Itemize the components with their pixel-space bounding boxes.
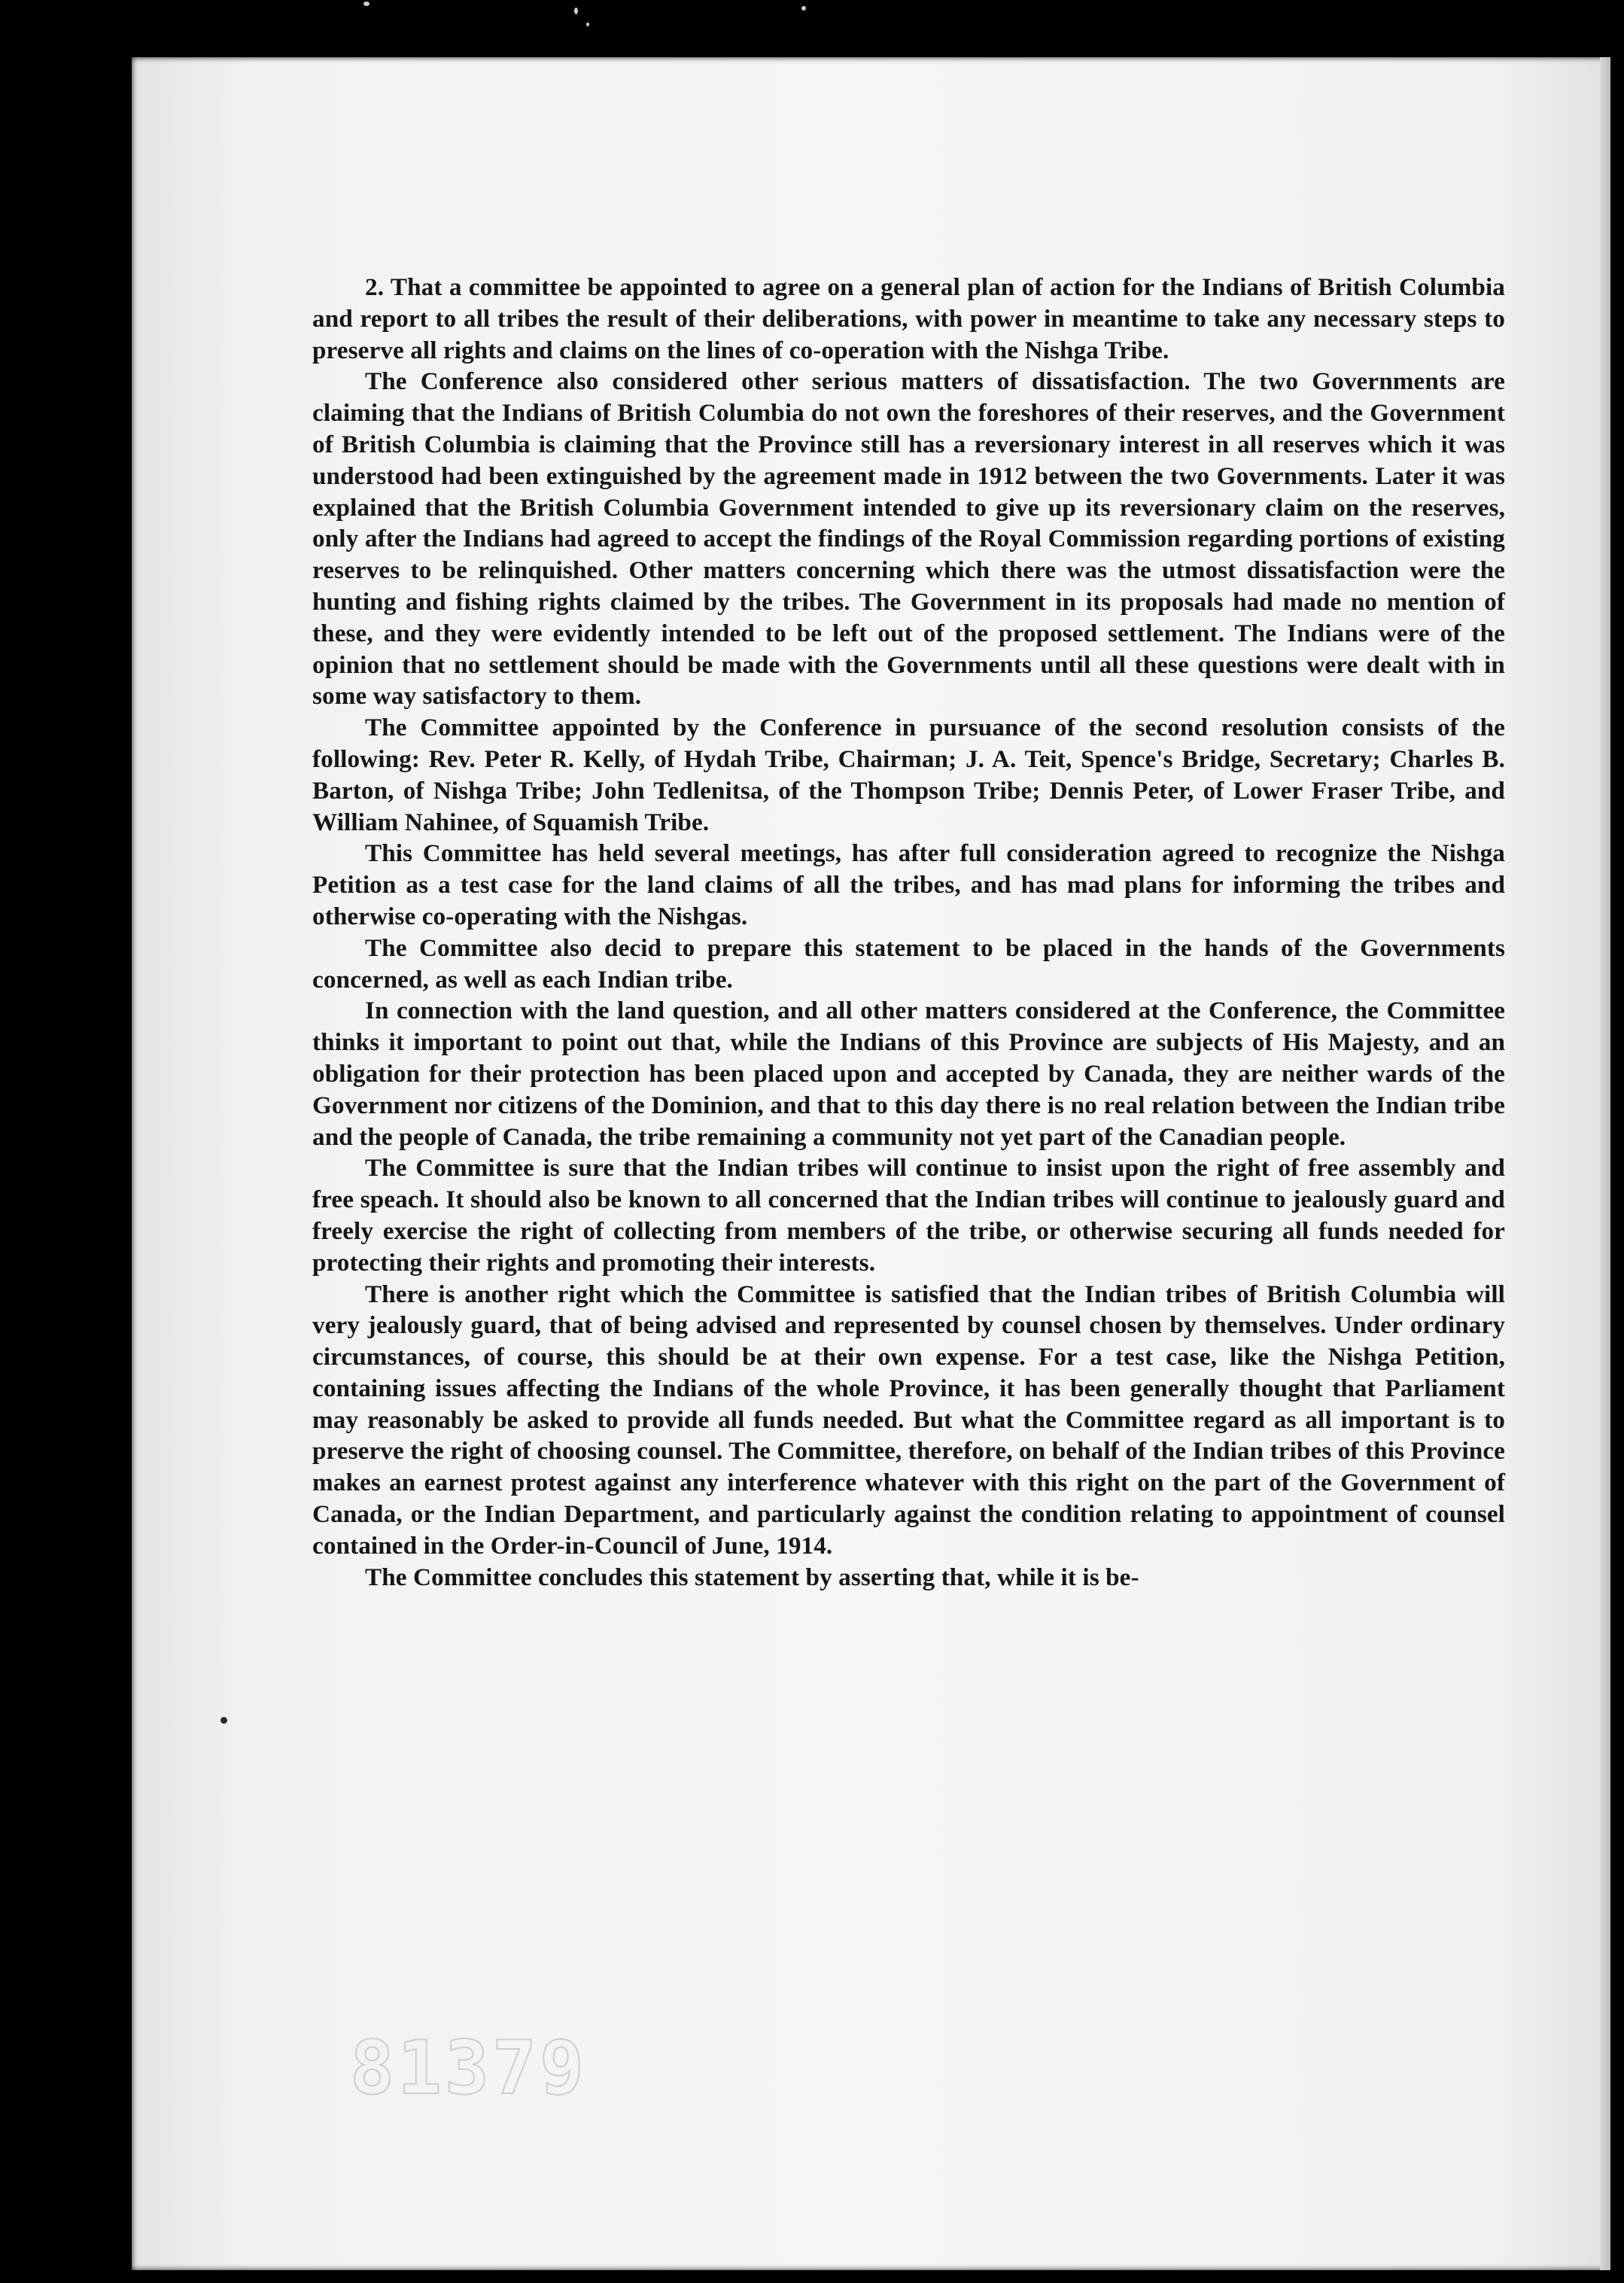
page-edge-shadow [1600, 57, 1610, 2270]
scan-speck [574, 8, 578, 14]
paragraph-free-assembly: The Committee is sure that the Indian tribes will continue to insist upon the right of free assembly and free speach. It should also be known to all concerned that the Indian tribes will continue to jealously guard and freely exercise the right of collecting from members of the tribe, or otherwise securing all funds needed for protecting their rights and promoting their interests. [312, 1154, 1505, 1277]
scan-speck [363, 2, 370, 6]
document-body [312, 272, 1505, 1593]
stamp-number: 81379 [350, 2026, 588, 2111]
scan-speck [801, 6, 806, 11]
paragraph-dissatisfaction: The Conference also considered other serious matters of dissatisfaction. The two Governments are claiming that the Indians of British Columbia do not own the foreshores of their reserves, and the Government of British Columbia is claiming that the Province still has a reversionary interest in all reserves which it was understood had been extinguished by the agreement made in 1912 between the two Governments. Later it was explained that the British Columbia Government intended to give up its reversionary claim on the reserves, only after the Indians had agreed to accept the findings of the Royal Commission regarding portions of existing reserves to be relinquished. Other matters concerning which there was the utmost dissatisfaction were the hunting and fishing rights claimed by the tribes. The Government in its proposals had made no mention of these, and they were evidently intended to be left out of the proposed settlement. The Indians were of the opinion that no settlement should be made with the Governments until all these questions were dealt with in some way satisfactory to them. [312, 367, 1505, 711]
margin-dot [220, 1717, 227, 1724]
paragraph-meetings: This Committee has held several meetings, has after full consideration agreed to recognize the Nishga Petition as a test case for the land claims of all the tribes, and has mad plans for informing the tribes and otherwise co-operating with the Nishgas. [312, 839, 1505, 930]
document-page [132, 57, 1610, 2270]
paragraph-resolution-2: 2. That a committee be appointed to agree on a general plan of action for the Indians of British Columbia and report to all tribes the result of their deliberations, with power in meantime to take any necessary steps to preserve all rights and claims on the lines of co-operation with the Nishga Tribe. [312, 273, 1505, 364]
scan-speck [586, 23, 589, 26]
paragraph-counsel: There is another right which the Committee is satisfied that the Indian tribes of British Columbia will very jealously guard, that of being advised and represented by counsel chosen by themselves. Under ordinary circumstances, of course, this should be at their own expense. For a test case, like the Nishga Petition, containing issues affecting the Indians of the whole Province, it has been generally thought that Parliament may reasonably be asked to provide all funds needed. But what the Committee regard as all important is to preserve the right of choosing counsel. The Committee, therefore, on behalf of the Indian tribes of this Province makes an earnest protest against any interference whatever with this right on the part of the Government of Canada, or the Indian Department, and particularly against the condition relating to appointment of counsel contained in the Order-in-Council of June, 1914. [312, 1280, 1505, 1560]
paragraph-statement: The Committee also decid to prepare this statement to be placed in the hands of the Governments concerned, as well as each Indian tribe. [312, 933, 1505, 994]
paragraph-conclusion: The Committee concludes this statement by asserting that, while it is be- [365, 1563, 1139, 1591]
paragraph-committee-members: The Committee appointed by the Conference in pursuance of the second resolution consists of the following: Rev. Peter R. Kelly, of Hydah Tribe, Chairman; J. A. Teit, Spence's Bridge, Secretary; Charles B. Barton, of Nishga Tribe; John Tedlenitsa, of the Thompson Tribe; Dennis Peter, of Lower Fraser Tribe, and William Nahinee, of Squamish Tribe. [312, 714, 1505, 836]
paragraph-land-question: In connection with the land question, and all other matters considered at the Conference, the Committee thinks it important to point out that, while the Indians of this Province are subjects of His Majesty, and an obligation for their protection has been placed upon and accepted by Canada, they are neither wards of the Government nor citizens of the Dominion, and that to this day there is no real relation between the Indian tribe and the people of Canada, the tribe remaining a community not yet part of the Canadian people. [312, 997, 1505, 1151]
